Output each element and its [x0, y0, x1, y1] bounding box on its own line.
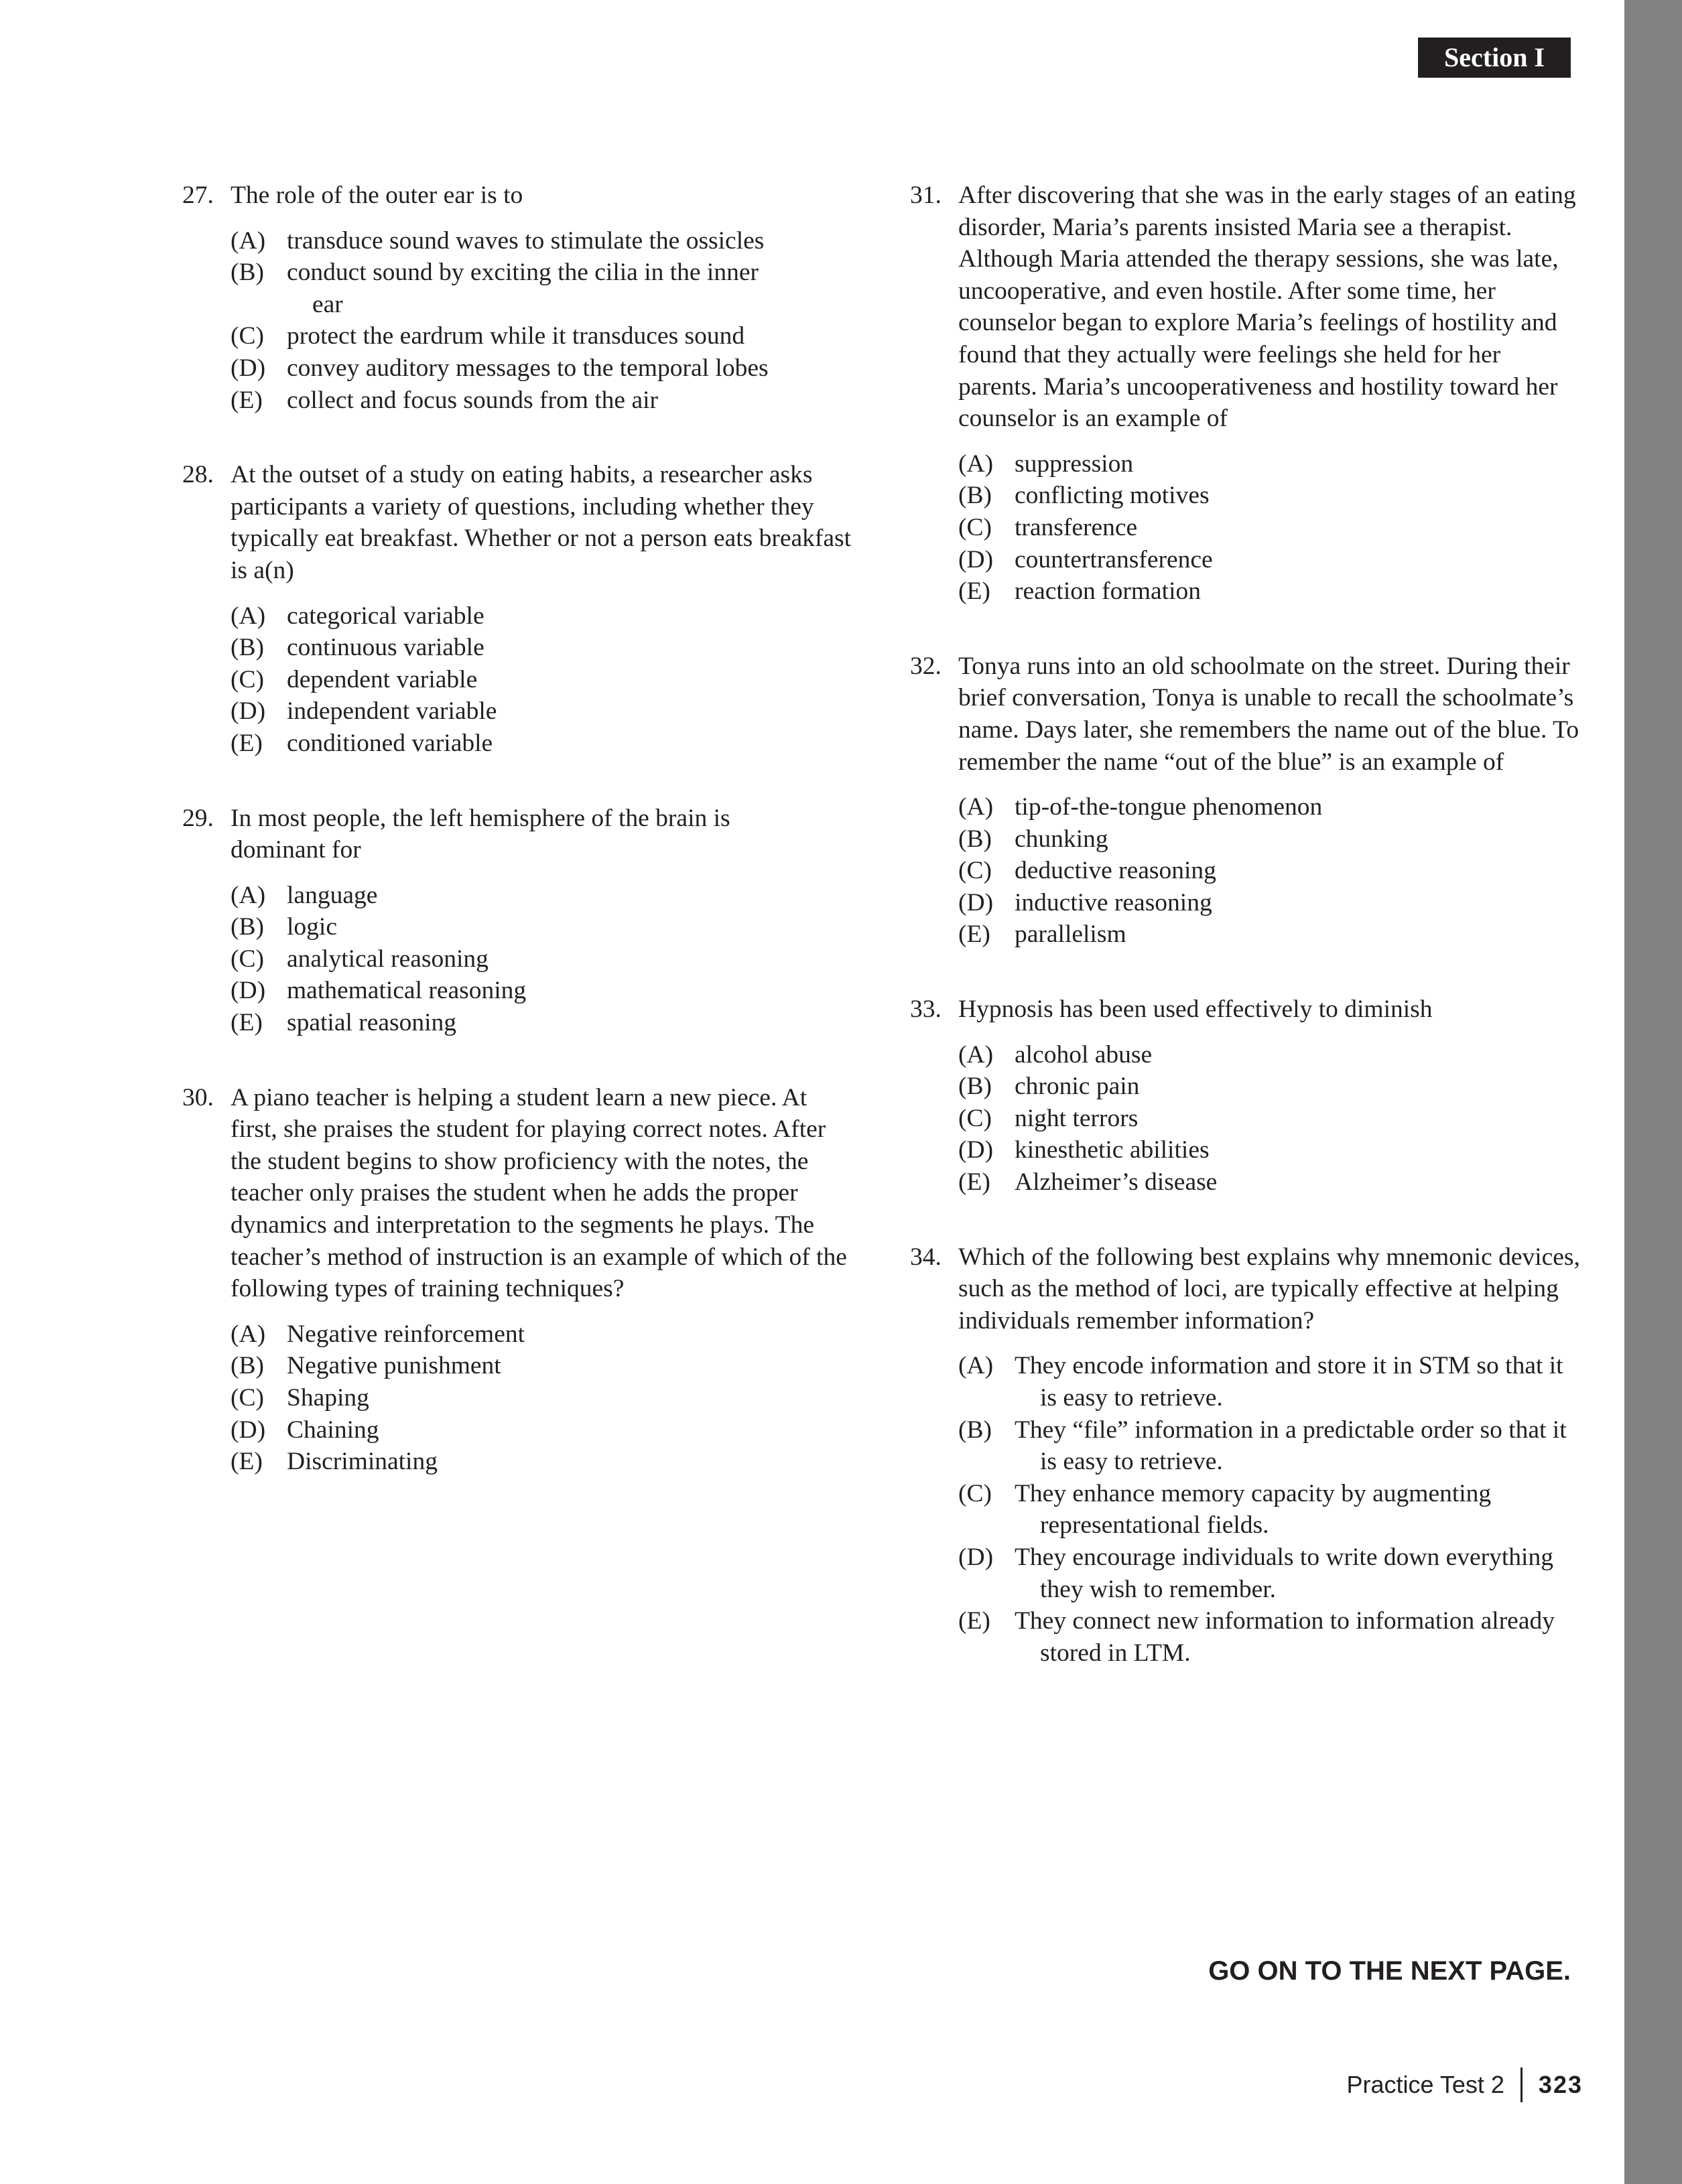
- choice-text: convey auditory messages to the temporal lobes: [287, 354, 769, 382]
- choice-letter: (D): [231, 697, 266, 726]
- choice-text: They enhance memory capacity by augmenting representational fields.: [1015, 1479, 1492, 1540]
- choice-letter: (E): [958, 1168, 990, 1197]
- answer-choice-b[interactable]: [958, 823, 1581, 856]
- question-number: 34.: [910, 1243, 942, 1271]
- choice-text: Negative punishment: [287, 1352, 501, 1380]
- answer-choice-d[interactable]: [958, 1542, 1581, 1605]
- answer-choice-b[interactable]: [958, 1071, 1581, 1103]
- choice-text: They connect new information to information already stored in LTM.: [1015, 1607, 1555, 1667]
- choice-text: They encourage individuals to write down everything they wish to remember.: [1015, 1543, 1553, 1603]
- choice-letter: (E): [231, 729, 263, 757]
- question-stem: After discovering that she was in the early stages of an eating disorder, Maria’s parents insisted Maria see a therapist. Although Maria attended the therapy sessions, she was late, uncooperative, and even hostile. After some time, her counselor began to explore Maria’s feelings of hostility and found that they actually were feelings she held for her parents. Maria’s uncooperativeness and hostility toward her counselor is an example of: [958, 182, 1576, 433]
- answer-choice-a[interactable]: [958, 448, 1581, 480]
- choice-text: kinesthetic abilities: [1015, 1136, 1210, 1164]
- answer-choice-c[interactable]: [958, 855, 1581, 887]
- choice-letter: (E): [958, 920, 990, 949]
- right-column: [910, 180, 1581, 1712]
- choice-text: night terrors: [1015, 1104, 1139, 1132]
- choice-letter: (A): [958, 1040, 994, 1069]
- choice-letter: (E): [231, 386, 263, 414]
- question-33: [910, 994, 1581, 1199]
- answer-choice-a[interactable]: [231, 1318, 852, 1351]
- answer-choice-b[interactable]: [231, 911, 852, 943]
- choice-text: language: [287, 881, 378, 909]
- answer-choices: [958, 791, 1581, 951]
- choice-letter: (D): [958, 888, 994, 916]
- choice-letter: (C): [958, 857, 992, 885]
- choice-text: reaction formation: [1015, 577, 1202, 606]
- choice-letter: (E): [231, 1009, 263, 1037]
- choice-text: dependent variable: [287, 665, 478, 693]
- answer-choice-d[interactable]: [231, 695, 852, 728]
- answer-choice-a[interactable]: [958, 1039, 1581, 1071]
- choice-text: conditioned variable: [287, 729, 493, 757]
- choice-text: parallelism: [1015, 920, 1126, 949]
- answer-choice-d[interactable]: [231, 1414, 852, 1446]
- left-column: [182, 180, 852, 1521]
- answer-choice-a[interactable]: [231, 880, 852, 912]
- question-31: [910, 180, 1581, 608]
- choice-letter: (B): [958, 482, 992, 510]
- answer-choice-e[interactable]: [231, 1007, 852, 1039]
- choice-text: conflicting motives: [1015, 482, 1210, 510]
- choice-text: They “file” information in a predictable order so that it is easy to retrieve.: [1015, 1416, 1567, 1476]
- question-30: [182, 1082, 852, 1478]
- next-page-notice: GO ON TO THE NEXT PAGE.: [1208, 1956, 1571, 1986]
- answer-choice-e[interactable]: [958, 918, 1581, 951]
- question-stem: Which of the following best explains why mnemonic devices, such as the method of loci, are typically effective at helping individuals remember information?: [958, 1243, 1580, 1335]
- answer-choice-c[interactable]: [231, 1382, 852, 1414]
- answer-choice-c[interactable]: [231, 943, 852, 975]
- choice-text: logic: [287, 913, 337, 941]
- choice-text: alcohol abuse: [1015, 1040, 1153, 1069]
- choice-text: independent variable: [287, 697, 497, 726]
- choice-letter: (E): [958, 577, 990, 606]
- choice-letter: (D): [231, 354, 266, 382]
- answer-choices: [231, 1318, 852, 1478]
- question-stem: Hypnosis has been used effectively to diminish: [958, 996, 1433, 1024]
- answer-choice-c[interactable]: [958, 1478, 1581, 1542]
- question-34: [910, 1241, 1581, 1669]
- answer-choices: [958, 448, 1581, 608]
- answer-choice-b[interactable]: [958, 1414, 1581, 1478]
- choice-text: countertransference: [1015, 545, 1213, 573]
- answer-choice-e[interactable]: [231, 1446, 852, 1478]
- choice-text: Shaping: [287, 1384, 369, 1412]
- choice-text: continuous variable: [287, 634, 484, 662]
- question-stem: The role of the outer ear is to: [231, 182, 523, 209]
- choice-letter: (B): [231, 259, 264, 287]
- choice-letter: (D): [231, 977, 266, 1005]
- question-stem: Tonya runs into an old schoolmate on the street. During their brief conversation, Tonya is unable to recall the schoolmate’s name. Days later, she remembers the name out of the blue. To remember the name “out of the blue” is an example of: [958, 652, 1579, 776]
- answer-choices: [231, 880, 852, 1039]
- choice-text: protect the eardrum while it transduces sound: [287, 322, 745, 350]
- choice-text: deductive reasoning: [1015, 857, 1216, 885]
- answer-choice-a[interactable]: [958, 1350, 1581, 1414]
- question-number: 29.: [182, 804, 214, 832]
- answer-choice-c[interactable]: [231, 664, 852, 696]
- choice-letter: (C): [231, 322, 264, 350]
- choice-text: tip-of-the-tongue phenomenon: [1015, 793, 1323, 821]
- question-number: 27.: [182, 182, 214, 209]
- choice-text: transduce sound waves to stimulate the ossicles: [287, 226, 765, 255]
- question-28: [182, 459, 852, 759]
- choice-letter: (C): [231, 665, 264, 693]
- choice-letter: (D): [231, 1416, 266, 1444]
- answer-choice-c[interactable]: [958, 512, 1581, 544]
- choice-text: collect and focus sounds from the air: [287, 386, 659, 414]
- answer-choice-b[interactable]: [231, 1350, 852, 1382]
- answer-choice-a[interactable]: [231, 600, 852, 632]
- choice-letter: (A): [231, 226, 266, 255]
- question-stem: At the outset of a study on eating habits, a researcher asks participants a variety of questions, including whether they typically eat breakfast. Whether or not a person eats breakfast is a(n): [231, 461, 852, 584]
- answer-choice-c[interactable]: [231, 320, 852, 352]
- answer-choices: [231, 225, 852, 417]
- answer-choices: [231, 600, 852, 760]
- question-number: 33.: [910, 996, 942, 1024]
- question-stem: A piano teacher is helping a student learn a new piece. At first, she praises the student for playing correct notes. After the student begins to show proficiency with the notes, the teacher only praises the student when he adds the proper dynamics and interpretation to the segments he plays. The teacher’s method of instruction is an example of which of the following types of training techniques?: [231, 1083, 847, 1303]
- choice-text: mathematical reasoning: [287, 977, 527, 1005]
- answer-choice-e[interactable]: [231, 728, 852, 760]
- answer-choice-b[interactable]: [958, 480, 1581, 512]
- question-stem: In most people, the left hemisphere of the brain is dominant for: [231, 804, 730, 864]
- choice-text: analytical reasoning: [287, 945, 489, 973]
- answer-choice-d[interactable]: [958, 544, 1581, 576]
- answer-choice-a[interactable]: [231, 225, 852, 257]
- choice-text: chronic pain: [1015, 1073, 1140, 1101]
- section-label: Section I: [1418, 38, 1571, 78]
- choice-letter: (A): [958, 1352, 994, 1380]
- choice-letter: (A): [231, 1320, 266, 1348]
- question-29: [182, 803, 852, 1039]
- choice-letter: (B): [958, 1416, 992, 1444]
- question-number: 28.: [182, 461, 214, 489]
- answer-choice-a[interactable]: [958, 791, 1581, 823]
- answer-choice-d[interactable]: [231, 975, 852, 1007]
- footer-divider: [1521, 2067, 1523, 2102]
- page-footer: [1346, 2067, 1583, 2102]
- choice-letter: (C): [958, 513, 992, 541]
- choice-text: categorical variable: [287, 602, 484, 630]
- choice-letter: (C): [231, 945, 264, 973]
- choice-text: Discriminating: [287, 1448, 438, 1476]
- answer-choice-b[interactable]: [231, 257, 760, 320]
- answer-choice-e[interactable]: [958, 1605, 1581, 1669]
- question-number: 30.: [182, 1083, 214, 1111]
- answer-choices: [958, 1039, 1581, 1199]
- choice-text: They encode information and store it in STM so that it is easy to retrieve.: [1015, 1352, 1563, 1412]
- choice-letter: (D): [958, 1136, 994, 1164]
- choice-letter: (B): [958, 1073, 992, 1101]
- choice-text: spatial reasoning: [287, 1009, 457, 1037]
- choice-letter: (C): [231, 1384, 264, 1412]
- choice-text: suppression: [1015, 450, 1134, 478]
- choice-text: Negative reinforcement: [287, 1320, 525, 1348]
- page-edge-bar: [1624, 0, 1682, 2184]
- choice-text: Alzheimer’s disease: [1015, 1168, 1218, 1197]
- answer-choice-e[interactable]: [231, 385, 852, 417]
- question-27: [182, 180, 852, 416]
- choice-letter: (E): [231, 1448, 263, 1476]
- test-name: Practice Test 2: [1346, 2071, 1504, 2098]
- answer-choice-c[interactable]: [958, 1103, 1581, 1135]
- answer-choice-d[interactable]: [958, 1134, 1581, 1166]
- question-number: 32.: [910, 652, 942, 680]
- choice-letter: (A): [231, 602, 266, 630]
- choice-text: chunking: [1015, 825, 1108, 853]
- answer-choice-d[interactable]: [231, 352, 852, 385]
- choice-letter: (B): [231, 1352, 264, 1380]
- answer-choices: [958, 1350, 1581, 1669]
- question-32: [910, 651, 1581, 951]
- choice-letter: (A): [958, 450, 994, 478]
- choice-text: transference: [1015, 513, 1138, 541]
- answer-choice-e[interactable]: [958, 1166, 1581, 1199]
- answer-choice-d[interactable]: [958, 887, 1581, 919]
- choice-letter: (A): [231, 881, 266, 909]
- choice-letter: (B): [958, 825, 992, 853]
- choice-letter: (E): [958, 1607, 990, 1635]
- choice-text: conduct sound by exciting the cilia in the inner ear: [287, 259, 759, 318]
- page-number: 323: [1538, 2071, 1583, 2098]
- choice-text: Chaining: [287, 1416, 379, 1444]
- choice-letter: (B): [231, 634, 264, 662]
- question-number: 31.: [910, 182, 942, 209]
- choice-letter: (D): [958, 545, 994, 573]
- choice-letter: (A): [958, 793, 994, 821]
- choice-letter: (D): [958, 1543, 994, 1571]
- choice-letter: (C): [958, 1479, 992, 1507]
- answer-choice-b[interactable]: [231, 632, 852, 664]
- choice-letter: (C): [958, 1104, 992, 1132]
- answer-choice-e[interactable]: [958, 575, 1581, 608]
- choice-letter: (B): [231, 913, 264, 941]
- choice-text: inductive reasoning: [1015, 888, 1212, 916]
